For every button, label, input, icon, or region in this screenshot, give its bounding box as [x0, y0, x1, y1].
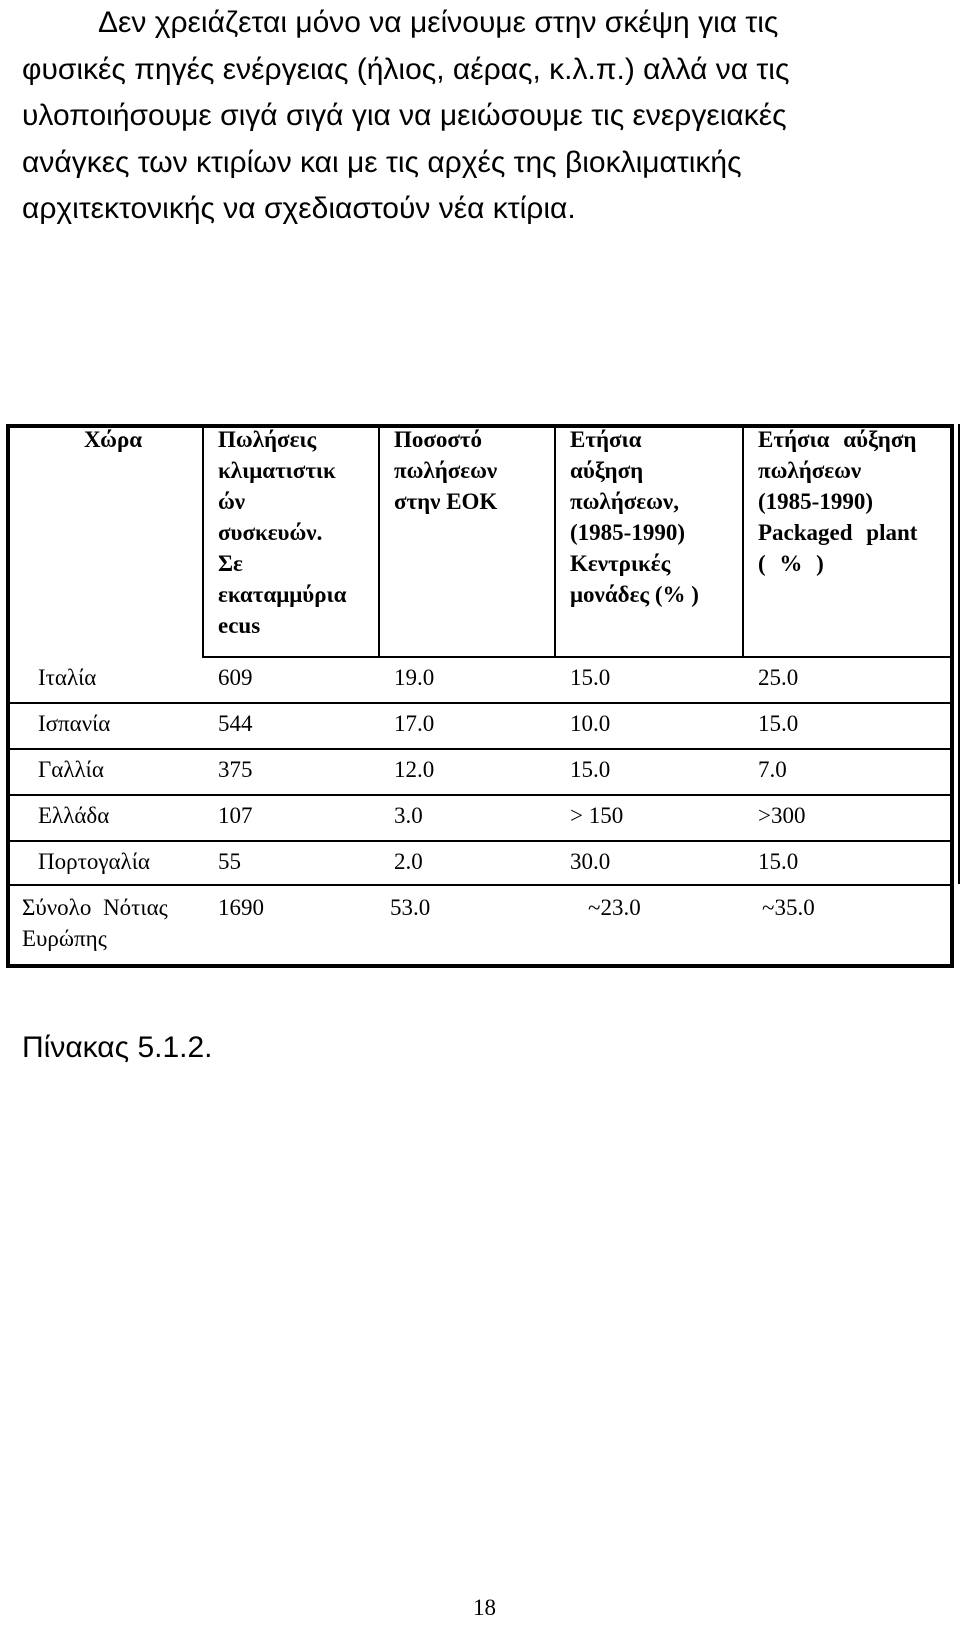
table-border-right — [950, 424, 954, 968]
table-caption: Πίνακας 5.1.2. — [22, 1031, 213, 1064]
cell-growth-packaged: 15.0 — [758, 711, 799, 736]
header-line: πωλήσεων, — [570, 489, 679, 514]
header-share — [394, 424, 497, 517]
header-line: στην ΕΟΚ — [394, 489, 498, 514]
row-divider — [10, 884, 954, 886]
cell-share: 17.0 — [394, 711, 435, 736]
header-line: κλιματιστικ — [218, 458, 336, 483]
paragraph-line: υλοποιήσουμε σιγά σιγά για να μειώσουμε τις ενεργειακές — [22, 99, 787, 132]
cell-sales: 375 — [218, 757, 253, 782]
header-line: ecus — [218, 613, 261, 638]
paragraph-line: αρχιτεκτονικής να σχεδιαστούν νέα κτίρια. — [22, 192, 576, 225]
header-line: (1985-1990) — [570, 520, 685, 545]
header-line: πωλήσεων — [758, 458, 862, 483]
cell-total-sales: 1690 — [218, 895, 264, 920]
total-label-line: Σύνολο Νότιας — [22, 895, 168, 920]
cell-growth-central: 10.0 — [570, 711, 611, 736]
row-divider — [10, 702, 954, 704]
header-line: μονάδες (% ) — [570, 582, 699, 607]
column-divider — [202, 424, 204, 656]
header-sales — [218, 424, 347, 641]
cell-country: Ελλάδα — [38, 803, 110, 828]
row-divider — [202, 656, 954, 658]
table-border-left — [6, 424, 10, 968]
cell-growth-packaged: >300 — [758, 803, 806, 828]
cell-sales: 55 — [218, 849, 241, 874]
header-line: Ετήσια — [570, 427, 642, 452]
cell-total-share: 53.0 — [390, 895, 431, 920]
cell-growth-central: > 150 — [570, 803, 624, 828]
cell-sales: 609 — [218, 665, 253, 690]
column-divider — [378, 424, 380, 656]
paragraph-line: Δεν χρειάζεται μόνο να μείνουμε στην σκέψη για τις — [98, 6, 779, 39]
header-line: (1985-1990) — [758, 489, 873, 514]
row-divider — [10, 840, 954, 842]
header-line: ( % ) — [758, 551, 824, 576]
header-line: Ετήσια αύξηση — [758, 427, 917, 452]
table-border-bottom — [6, 964, 954, 968]
cell-growth-packaged: 15.0 — [758, 849, 799, 874]
cell-country: Ισπανία — [38, 711, 111, 736]
cell-growth-central: 15.0 — [570, 665, 611, 690]
cell-country: Ιταλία — [38, 665, 97, 690]
cell-total-growth-packaged: ~35.0 — [762, 895, 815, 920]
header-growth-packaged — [758, 424, 917, 579]
paragraph-line: ανάγκες των κτιρίων και με τις αρχές της βιοκλιματικής — [22, 145, 742, 179]
header-line: αύξηση — [570, 458, 644, 483]
cell-total-country — [22, 892, 168, 954]
total-label-line: Ευρώπης — [22, 926, 107, 951]
sales-table — [6, 424, 960, 968]
cell-total-growth-central: ~23.0 — [588, 895, 641, 920]
cell-growth-packaged: 25.0 — [758, 665, 799, 690]
header-line: πωλήσεων — [394, 458, 498, 483]
row-divider — [10, 748, 954, 750]
cell-share: 2.0 — [394, 849, 423, 874]
column-divider — [742, 424, 744, 656]
header-line: Κεντρικές — [570, 551, 671, 576]
column-divider — [554, 424, 556, 656]
cell-sales: 544 — [218, 711, 253, 736]
cell-growth-central: 30.0 — [570, 849, 611, 874]
header-line: εκαταμμύρια — [218, 582, 347, 607]
page-number: 18 — [473, 1595, 496, 1620]
cell-share: 12.0 — [394, 757, 435, 782]
header-line: Σε — [218, 551, 243, 576]
header-country: Χώρα — [84, 427, 143, 452]
cell-growth-packaged: 7.0 — [758, 757, 787, 782]
cell-share: 3.0 — [394, 803, 423, 828]
intro-paragraph — [22, 0, 942, 233]
row-divider — [10, 794, 954, 796]
cell-share: 19.0 — [394, 665, 435, 690]
cell-country: Πορτογαλία — [38, 849, 150, 874]
header-line: Ποσοστό — [394, 427, 483, 452]
header-line: ών — [218, 489, 246, 514]
header-line: Πωλήσεις — [218, 427, 317, 452]
cell-country: Γαλλία — [38, 757, 104, 782]
paragraph-line: φυσικές πηγές ενέργειας (ήλιος, αέρας, κ.λ.π.) αλλά να τις — [22, 52, 790, 86]
cell-sales: 107 — [218, 803, 253, 828]
header-line: συσκευών. — [218, 520, 323, 545]
header-line: Packaged plant — [758, 520, 918, 545]
header-growth-central — [570, 424, 699, 610]
cell-growth-central: 15.0 — [570, 757, 611, 782]
